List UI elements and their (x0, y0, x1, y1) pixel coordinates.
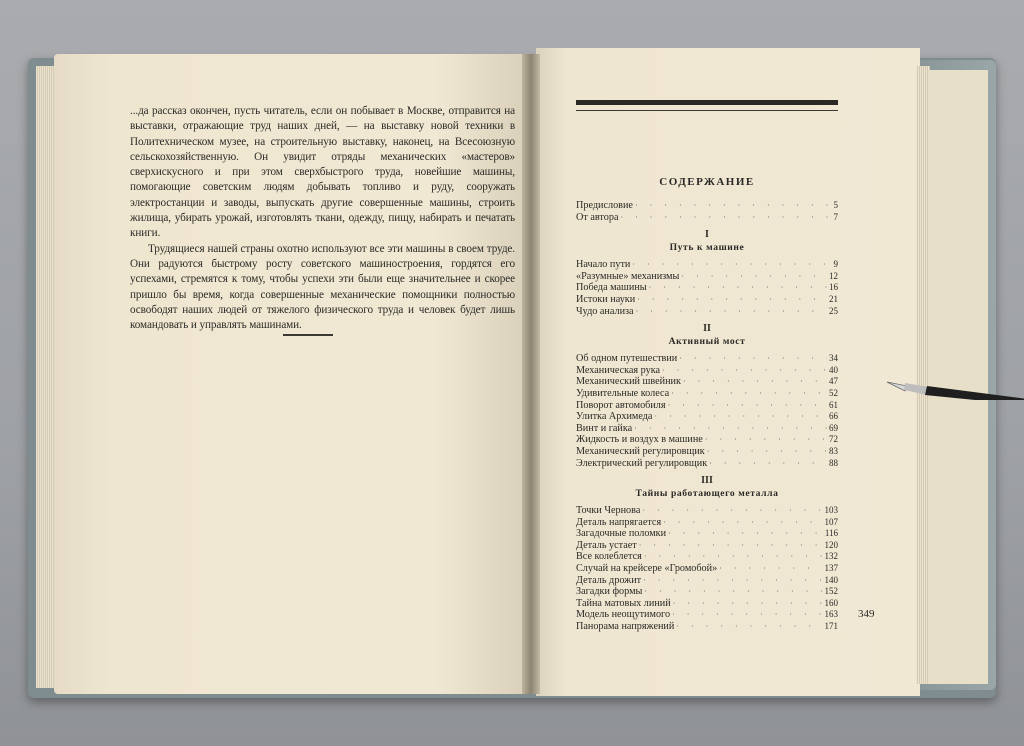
toc-entry (576, 434, 838, 446)
toc-entry-title: Поворот автомобиля (576, 399, 666, 411)
toc-entry-title: Загадочные поломки (576, 528, 667, 540)
toc-entry (576, 540, 838, 552)
toc-entry-page: 21 (829, 293, 838, 304)
toc-entry (576, 575, 838, 587)
toc-entry-title: Начало пути (576, 259, 631, 271)
toc-entry-page: 103 (824, 505, 838, 516)
toc-entry-title: Механическая рука (576, 364, 661, 376)
header-rule-thin (576, 110, 838, 111)
section-number: II (703, 323, 711, 335)
toc-entry-title: Победа машины (576, 282, 647, 294)
toc-entry-page: 171 (824, 621, 838, 632)
section-title: Путь к машине (669, 242, 745, 254)
toc-entry (576, 282, 838, 294)
toc-entry-page: 12 (829, 270, 838, 281)
section-number: III (701, 475, 713, 487)
toc-entry-title: Истоки науки (576, 293, 636, 305)
leader-dots (679, 353, 827, 365)
leader-dots (634, 423, 827, 435)
leader-dots (673, 598, 823, 610)
toc-entry-title: Тайна матовых линий (576, 597, 671, 609)
leader-dots (620, 212, 831, 224)
toc-entry-page: 132 (824, 551, 838, 562)
toc-entry-page: 83 (829, 445, 838, 456)
toc-entry-page: 40 (829, 364, 838, 375)
toc-entry (576, 271, 838, 283)
leader-dots (642, 505, 822, 517)
toc-entry-page: 160 (824, 597, 838, 608)
leader-dots (676, 621, 822, 633)
toc-entry (576, 528, 838, 540)
toc-entry (576, 259, 838, 271)
toc-entry-page: 69 (829, 422, 838, 433)
toc-entry-title: Панорама напряжений (576, 621, 675, 633)
toc-entry-title: Все колеблется (576, 551, 642, 563)
left-page-text (130, 104, 515, 333)
toc-entry-title: От автора (576, 211, 619, 223)
toc-entry (576, 505, 838, 517)
toc-entry-title: Деталь дрожит (576, 574, 642, 586)
toc-entry-title: Механический регулировщик (576, 445, 705, 457)
toc-entry-title: Электрический регулировщик (576, 457, 708, 469)
paragraph: Трудящиеся нашей страны охотно используют все эти машины в своем труде. Они радуются быстрому росту советского машиностроения, гордятся его успехами, стремятся к тому, чтобы успехи эти были еще значительнее и скорее пришло бы время, когда совершенные механические помощники полностью освободят наших людей от тяжелого физического труда и человек будет лишь командовать и управлять машинами. (130, 242, 515, 332)
toc-entry-page: 88 (829, 457, 838, 468)
toc-entry-page: 120 (824, 539, 838, 550)
toc-entry-page: 107 (824, 516, 838, 527)
table-of-contents (576, 200, 838, 633)
toc-entry-title: Деталь устает (576, 539, 637, 551)
page-number: 349 (858, 608, 875, 620)
toc-entry (576, 400, 838, 412)
toc-entry-title: Жидкость и воздух в машине (576, 434, 703, 446)
toc-entry (576, 212, 838, 224)
leader-dots (644, 551, 823, 563)
leader-dots (644, 586, 822, 598)
toc-entry (576, 517, 838, 529)
toc-entry-title: Загадки формы (576, 586, 643, 598)
toc-entry-title: Об одном путешествии (576, 353, 678, 365)
leader-dots (668, 400, 827, 412)
toc-entry (576, 586, 838, 598)
leader-dots (643, 575, 822, 587)
toc-entry-page: 25 (829, 305, 838, 316)
toc-entry (576, 365, 838, 377)
section-title: Тайны работающего металла (635, 488, 779, 500)
toc-entry (576, 306, 838, 318)
leader-dots (709, 458, 827, 470)
leader-dots (632, 259, 831, 271)
toc-entry-title: Предисловие (576, 200, 633, 211)
leader-dots (635, 200, 832, 212)
toc-entry-page: 34 (829, 353, 838, 364)
toc-entry (576, 563, 838, 575)
toc-entry-page: 16 (829, 282, 838, 293)
toc-entry-title: Деталь напрягается (576, 516, 662, 528)
end-divider (283, 334, 333, 336)
toc-entry-title: Случай на крейсере «Громобой» (576, 563, 718, 575)
leader-dots (649, 282, 827, 294)
toc-entry-page: 9 (833, 259, 838, 270)
book-gutter (522, 54, 540, 694)
toc-entry-title: Механический швейник (576, 376, 681, 388)
toc-entry-page: 61 (829, 399, 838, 410)
pen-icon (885, 374, 1024, 400)
leader-dots (639, 540, 823, 552)
toc-entry-title: «Разумные» механизмы (576, 270, 680, 282)
paragraph: ...да рассказ окончен, пусть читатель, если он побывает в Москве, отправится на выставки, отражающие труд наших дней, — на выставку новой техники в Политехническом музее, на строительную выставку, наконец, на Всесоюзную сельскохозяйственную. Он увидит отряды механических «мастеров» сверхискусного и при этом сверхбыстрого труда, новейшие машины, помогающие советским людям добывать топливо и руду, сооружать электростанции и заводы, выпускать другие совершенные машины, строить жилища, убирать урожай, изготовлять ткани, одежду, пищу, набирать и печатать книги. (130, 105, 515, 240)
section-title: Активный мост (668, 336, 746, 348)
toc-entry-page: 140 (824, 574, 838, 585)
header-rule-thick (576, 100, 838, 105)
toc-entry-page: 72 (829, 434, 838, 445)
toc-entry (576, 621, 838, 633)
toc-entry-page: 7 (833, 211, 838, 222)
leader-dots (637, 294, 827, 306)
toc-entry-page: 137 (824, 563, 838, 574)
toc-entry (576, 388, 838, 400)
section-number: I (705, 229, 709, 241)
toc-entry-title: Удивительные колеса (576, 387, 670, 399)
leader-dots (654, 411, 827, 423)
toc-entry-page: 66 (829, 411, 838, 422)
leader-dots (672, 609, 822, 621)
toc-entry-title: Улитка Архимеда (576, 411, 653, 423)
leader-dots (662, 365, 827, 377)
toc-entry (576, 551, 838, 563)
toc-entry-title: Модель неощутимого (576, 609, 671, 621)
toc-entry (576, 598, 838, 610)
toc-entry-page: 47 (829, 376, 838, 387)
leader-dots (683, 376, 827, 388)
toc-entry-title: Винт и гайка (576, 422, 633, 434)
leader-dots (707, 446, 827, 458)
leader-dots (663, 517, 822, 529)
toc-entry-page: 116 (824, 528, 838, 539)
leader-dots (705, 434, 827, 446)
leader-dots (719, 563, 822, 575)
toc-entry (576, 423, 838, 435)
toc-entry (576, 411, 838, 423)
toc-entry (576, 446, 838, 458)
leader-dots (671, 388, 827, 400)
leader-dots (668, 528, 823, 540)
toc-entry (576, 294, 838, 306)
leader-dots (681, 271, 827, 283)
toc-entry-title: Чудо анализа (576, 305, 634, 317)
toc-entry-page: 52 (829, 387, 838, 398)
toc-entry (576, 458, 838, 470)
toc-title: СОДЕРЖАНИЕ (659, 176, 755, 188)
leader-dots (636, 306, 827, 318)
toc-entry (576, 376, 838, 388)
toc-entry-page: 152 (824, 586, 838, 597)
toc-entry-title: Точки Чернова (576, 505, 641, 517)
toc-entry (576, 200, 838, 212)
toc-entry (576, 609, 838, 621)
toc-entry-page: 5 (833, 200, 838, 210)
toc-entry (576, 353, 838, 365)
toc-entry-page: 163 (824, 609, 838, 620)
